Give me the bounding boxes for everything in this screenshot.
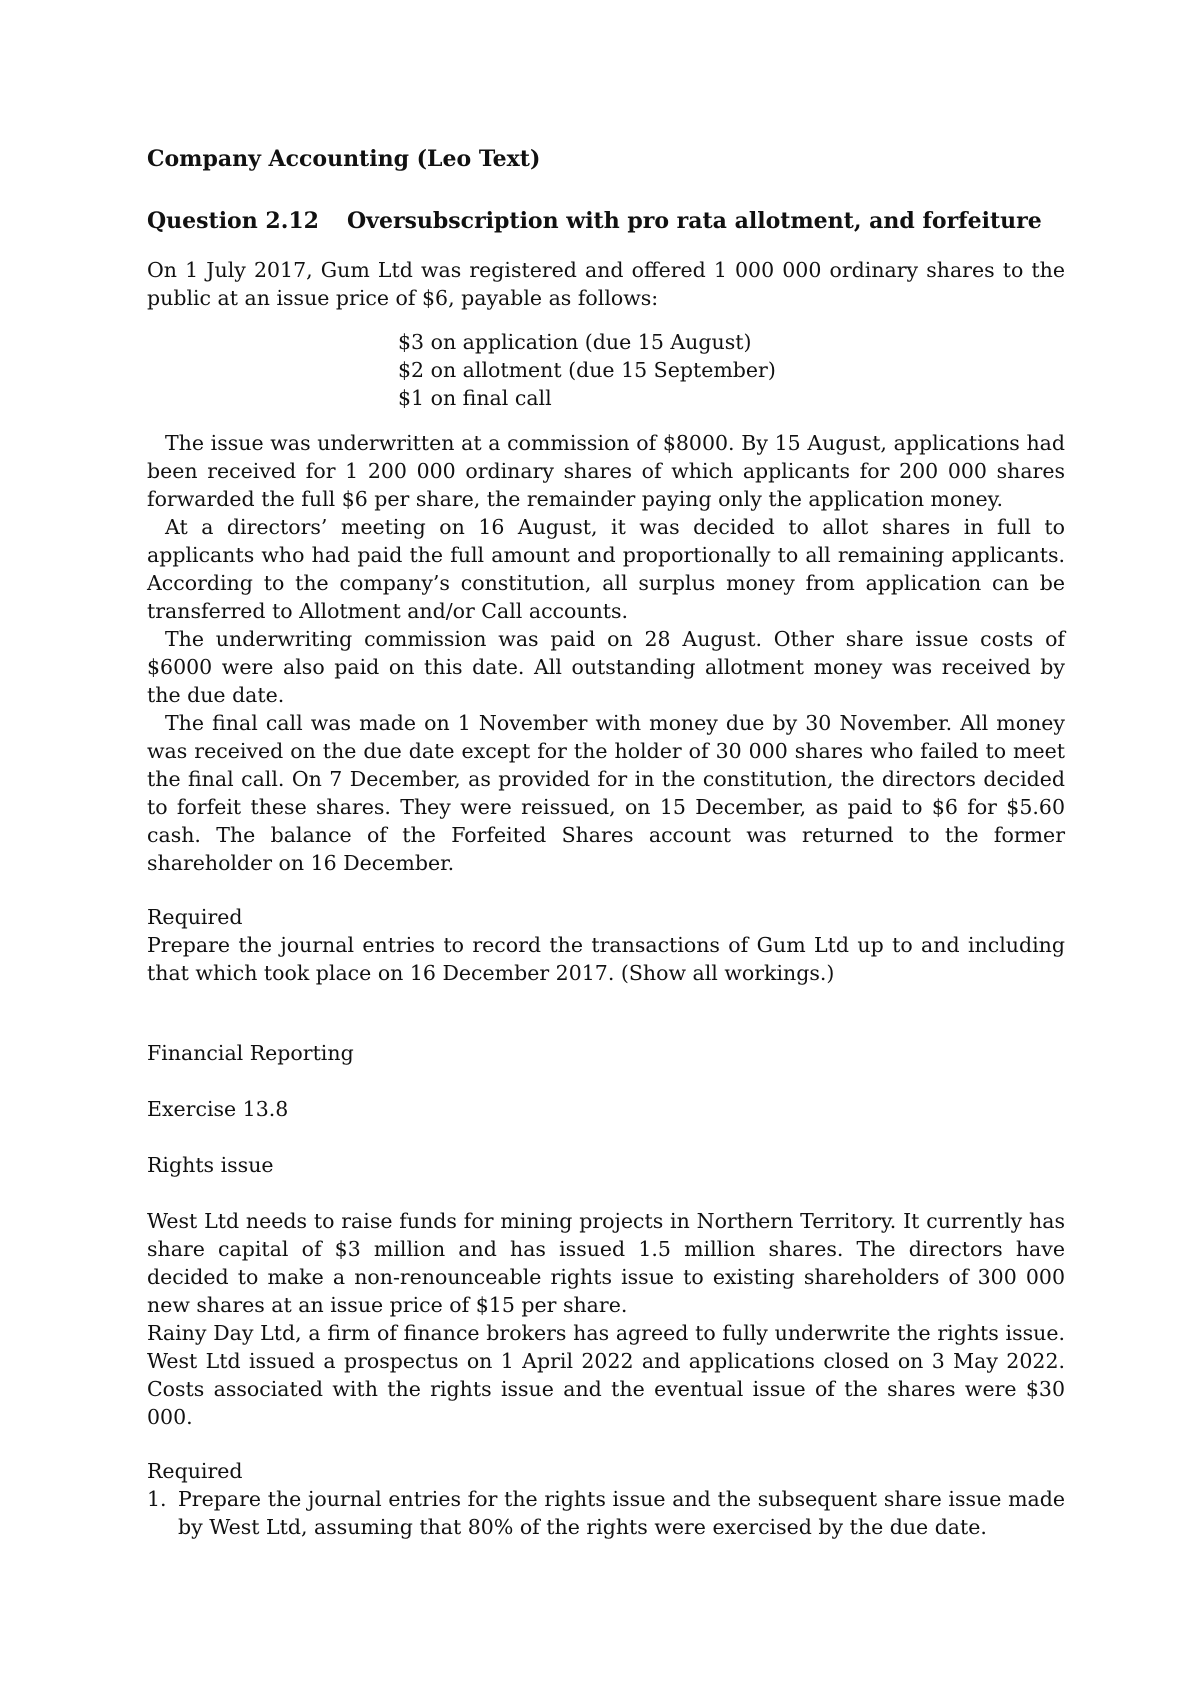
required-text: Prepare the journal entries to record the transactions of Gum Ltd up to and including that which took place on 16 December 2017. (Show all workings.) <box>147 933 1065 985</box>
body-paragraph: The issue was underwritten at a commission of $8000. By 15 August, applications had been received for 1 200 000 ordinary shares of which applicants for 200 000 shares forwarded the full $6 per share, the remainder paying only the application money. <box>147 431 1065 511</box>
question-number: Question 2.12 <box>147 208 319 234</box>
schedule-line: $2 on allotment (due 15 September) <box>398 358 776 382</box>
list-item-text: Prepare the journal entries for the rights issue and the subsequent share issue made by West Ltd, assuming that 80% of the rights were exercised by the due date. <box>178 1487 1065 1539</box>
required-label: Required <box>147 1459 243 1483</box>
schedule-line: $3 on application (due 15 August) <box>398 330 752 354</box>
list-item-number: 1. <box>147 1487 167 1511</box>
payment-schedule <box>147 328 1065 412</box>
exercise-number: Exercise 13.8 <box>147 1097 289 1121</box>
section-title: Financial Reporting <box>147 1041 354 1065</box>
exercise-topic: Rights issue <box>147 1153 274 1177</box>
body-paragraph: Rainy Day Ltd, a firm of finance brokers has agreed to fully underwrite the rights issue. West Ltd issued a prospectus on 1 April 2022 and applications closed on 3 May 2022. Costs associated with the rights issue and the eventual issue of the shares were $30 000. <box>147 1321 1065 1429</box>
question-required <box>147 903 1065 987</box>
body-paragraph: The underwriting commission was paid on 28 August. Other share issue costs of $6000 were also paid on this date. All outstanding allotment money was received by the due date. <box>147 627 1065 707</box>
exercise-body <box>147 1207 1065 1431</box>
body-paragraph: At a directors’ meeting on 16 August, it was decided to allot shares in full to applicants who had paid the full amount and proportionally to all remaining applicants. According to the company’s constitution, all surplus money from application can be transferred to Allotment and/or Call accounts. <box>147 515 1065 623</box>
schedule-line: $1 on final call <box>398 386 552 410</box>
question-body <box>147 429 1065 877</box>
body-paragraph: The final call was made on 1 November with money due by 30 November. All money was received on the due date except for the holder of 30 000 shares who failed to meet the final call. On 7 December, as provided for in the constitution, the directors decided to forfeit these shares. They were reissued, on 15 December, as paid to $6 for $5.60 cash. The balance of the Forfeited Shares account was returned to the former shareholder on 16 December. <box>147 711 1065 875</box>
required-label: Required <box>147 905 243 929</box>
document-title: Company Accounting (Leo Text) <box>147 146 541 172</box>
question-intro: On 1 July 2017, Gum Ltd was registered and offered 1 000 000 ordinary shares to the public at an issue price of $6, payable as follows: <box>147 258 1065 310</box>
list-item <box>147 1485 1065 1541</box>
document-content <box>147 142 1065 1541</box>
question-heading <box>147 204 1065 238</box>
body-paragraph: West Ltd needs to raise funds for mining projects in Northern Territory. It currently has share capital of $3 million and has issued 1.5 million shares. The directors have decided to make a non-renounceable rights issue to existing shareholders of 300 000 new shares at an issue price of $15 per share. <box>147 1209 1065 1317</box>
exercise-required <box>147 1457 1065 1541</box>
question-title: Oversubscription with pro rata allotment, and forfeiture <box>347 208 1042 234</box>
